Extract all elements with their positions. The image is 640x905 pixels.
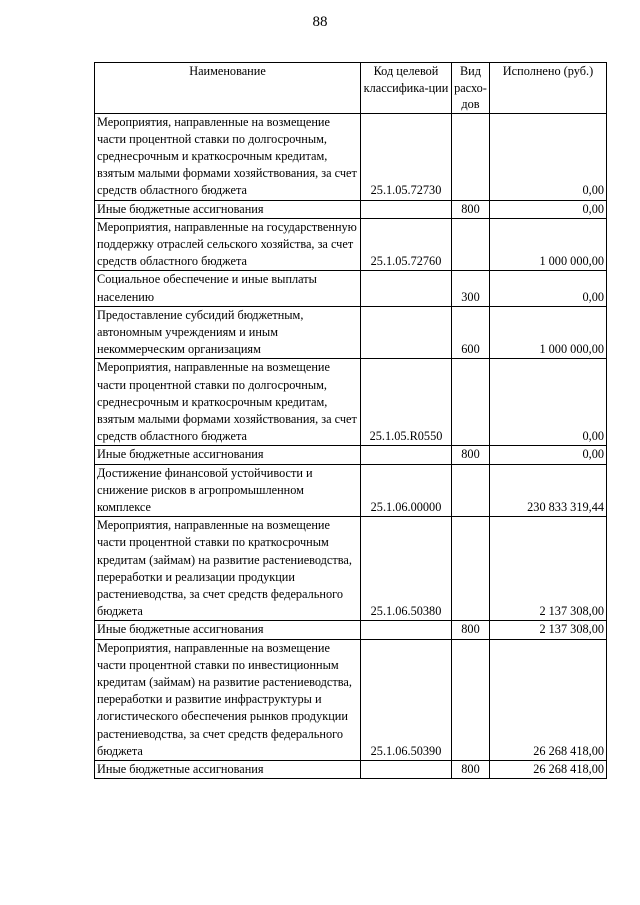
budget-execution-table <box>94 62 607 779</box>
table-row <box>95 761 607 779</box>
row-type: 800 <box>452 761 490 779</box>
row-type <box>452 218 490 271</box>
row-name: Иные бюджетные ассигнования <box>95 621 361 639</box>
row-code <box>361 761 452 779</box>
row-amount: 1 000 000,00 <box>490 218 607 271</box>
row-code <box>361 621 452 639</box>
row-amount: 2 137 308,00 <box>490 517 607 621</box>
row-code: 25.1.06.50390 <box>361 639 452 760</box>
row-name: Мероприятия, направленные на возмещение части процентной ставки по краткосрочным кредитам (займам) на развитие растениеводства, переработки и реализации продукции растениеводства, за счет средств федерального бюджета <box>95 517 361 621</box>
row-type: 800 <box>452 446 490 464</box>
header-type: Вид расхо-дов <box>452 63 490 114</box>
table-row <box>95 218 607 271</box>
row-amount: 0,00 <box>490 200 607 218</box>
row-name: Предоставление субсидий бюджетным, автономным учреждениям и иным некоммерческим организациям <box>95 306 361 359</box>
table-row <box>95 639 607 760</box>
row-amount: 26 268 418,00 <box>490 761 607 779</box>
table-row <box>95 464 607 517</box>
row-type <box>452 359 490 446</box>
row-name: Иные бюджетные ассигнования <box>95 761 361 779</box>
header-amount: Исполнено (руб.) <box>490 63 607 114</box>
table-row <box>95 306 607 359</box>
row-amount: 2 137 308,00 <box>490 621 607 639</box>
row-type: 600 <box>452 306 490 359</box>
row-name: Мероприятия, направленные на возмещение части процентной ставки по долгосрочным, среднесрочным и краткосрочным кредитам, взятым малыми формами хозяйствования, за счет средств областного бюджета <box>95 359 361 446</box>
row-name: Достижение финансовой устойчивости и снижение рисков в агропромышленном комплексе <box>95 464 361 517</box>
page-number: 88 <box>312 14 328 30</box>
table-row <box>95 517 607 621</box>
table-row <box>95 113 607 200</box>
row-code: 25.1.06.00000 <box>361 464 452 517</box>
row-amount: 0,00 <box>490 113 607 200</box>
table-row <box>95 621 607 639</box>
row-code: 25.1.05.R0550 <box>361 359 452 446</box>
row-code <box>361 446 452 464</box>
table-header-row <box>95 63 607 114</box>
header-name: Наименование <box>95 63 361 114</box>
row-amount: 0,00 <box>490 446 607 464</box>
row-name: Мероприятия, направленные на возмещение части процентной ставки по долгосрочным, среднесрочным и краткосрочным кредитам, взятым малыми формами хозяйствования, за счет средств областного бюджета <box>95 113 361 200</box>
row-name: Иные бюджетные ассигнования <box>95 200 361 218</box>
row-type <box>452 464 490 517</box>
row-amount: 1 000 000,00 <box>490 306 607 359</box>
row-code <box>361 200 452 218</box>
row-code <box>361 306 452 359</box>
header-code: Код целевой классифика-ции <box>361 63 452 114</box>
row-type: 800 <box>452 200 490 218</box>
row-type <box>452 517 490 621</box>
row-type: 300 <box>452 271 490 306</box>
table-row <box>95 200 607 218</box>
row-amount: 26 268 418,00 <box>490 639 607 760</box>
table-row <box>95 271 607 306</box>
row-code: 25.1.05.72760 <box>361 218 452 271</box>
row-code: 25.1.06.50380 <box>361 517 452 621</box>
row-name: Иные бюджетные ассигнования <box>95 446 361 464</box>
row-type: 800 <box>452 621 490 639</box>
table-row <box>95 359 607 446</box>
row-code <box>361 271 452 306</box>
row-amount: 0,00 <box>490 271 607 306</box>
row-name: Мероприятия, направленные на возмещение части процентной ставки по инвестиционным кредитам (займам) на развитие растениеводства, переработки и развитие инфраструктуры и логистического обеспечения рынков продукции растениеводства, за счет средств федерального бюджета <box>95 639 361 760</box>
row-name: Социальное обеспечение и иные выплаты населению <box>95 271 361 306</box>
table-row <box>95 446 607 464</box>
row-type <box>452 639 490 760</box>
row-code: 25.1.05.72730 <box>361 113 452 200</box>
row-type <box>452 113 490 200</box>
row-amount: 0,00 <box>490 359 607 446</box>
row-amount: 230 833 319,44 <box>490 464 607 517</box>
row-name: Мероприятия, направленные на государственную поддержку отраслей сельского хозяйства, за счет средств областного бюджета <box>95 218 361 271</box>
